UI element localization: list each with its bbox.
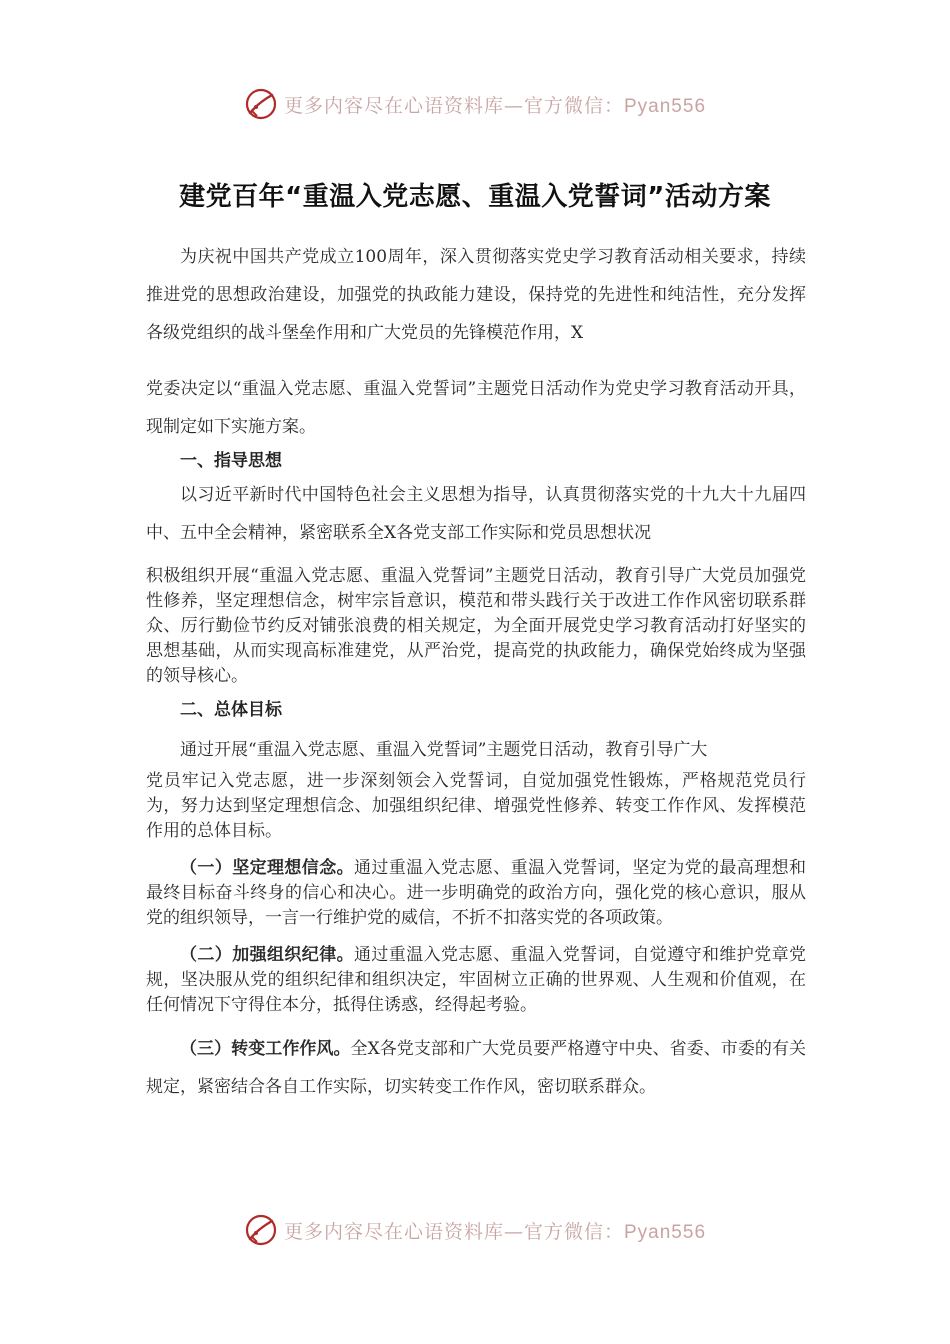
document-body [146,238,806,1106]
goal-item-1-lead: （一）坚定理想信念。 [180,858,354,878]
intro-paragraph-2: 党委决定以“重温入党志愿、重温入党誓词”主题党日活动作为党史学习教育活动开具，现制定如下实施方案。 [146,379,806,437]
banner-text: 更多内容尽在心语资料库—官方微信：Pyan556 [283,1220,707,1243]
wechat-id: Pyan556 [624,1221,707,1243]
goal-item-1 [146,856,806,931]
wechat-id: Pyan556 [624,95,707,117]
section1-paragraph-2: 积极组织开展“重温入党志愿、重温入党誓词”主题党日活动，教育引导广大党员加强党性修养，坚定理想信念，树牢宗旨意识，模范和带头践行关于改进工作作风密切联系群众、厉行勤俭节约反对铺张浪费的相关规定，为全面开展党史学习教育活动打好坚实的思想基础，从而实现高标准建党，从严治党，提高党的执政能力，确保党始终成为坚强的领导核心。 [146,566,806,686]
goal-item-3-lead: （三）转变工作作风。 [180,1039,351,1059]
header-watermark-banner [0,84,950,124]
goal-item-2 [146,943,806,1018]
banner-text: 更多内容尽在心语资料库—官方微信：Pyan556 [283,94,707,117]
goal-item-3 [146,1030,806,1106]
section1-paragraph-1: 以习近平新时代中国特色社会主义思想为指导，认真贯彻落实党的十九大十九届四中、五中全会精神，紧密联系全X各党支部工作实际和党员思想状况 [146,485,806,543]
goal-item-2-lead: （二）加强组织纪律。 [180,945,354,965]
pen-circle-logo-icon [244,87,278,121]
intro-paragraph-1: 为庆祝中国共产党成立100周年，深入贯彻落实党史学习教育活动相关要求，持续推进党的思想政治建设，加强党的执政能力建设，保持党的先进性和纯洁性，充分发挥各级党组织的战斗堡垒作用和广大党员的先锋模范作用，X [146,247,806,343]
section2-paragraph-2: 党员牢记入党志愿，进一步深刻领会入党誓词，自觉加强党性锻炼，严格规范党员行为，努力达到坚定理想信念、加强组织纪律、增强党性修养、转变工作作风、发挥模范作用的总体目标。 [146,771,806,841]
section-heading-guiding-ideology: 一、指导思想 [180,451,282,471]
document-title: 建党百年“重温入党志愿、重温入党誓词”活动方案 [179,182,771,212]
goal-item-3-body: 全X各党支部和广大党员要严格遵守中央、省委、市委的有关规定，紧密结合各自工作实际，切实转变工作作风，密切联系群众。 [146,1039,806,1097]
goal-item-2-body: 通过重温入党志愿、重温入党誓词，自觉遵守和维护党章党规，坚决服从党的组织纪律和组织决定，牢固树立正确的世界观、人生观和价值观，在任何情况下守得住本分，抵得住诱惑，经得起考验。 [146,945,806,1015]
section-heading-overall-goal: 二、总体目标 [180,700,282,720]
section2-paragraph-1: 通过开展“重温入党志愿、重温入党誓词”主题党日活动，教育引导广大 [180,740,708,760]
pen-circle-logo-icon [244,1213,278,1247]
footer-watermark-banner [0,1210,950,1250]
goal-item-1-body: 通过重温入党志愿、重温入党誓词，坚定为党的最高理想和最终目标奋斗终身的信心和决心。进一步明确党的政治方向，强化党的核心意识，服从党的组织领导，一言一行维护党的威信，不折不扣落实党的各项政策。 [146,858,806,928]
